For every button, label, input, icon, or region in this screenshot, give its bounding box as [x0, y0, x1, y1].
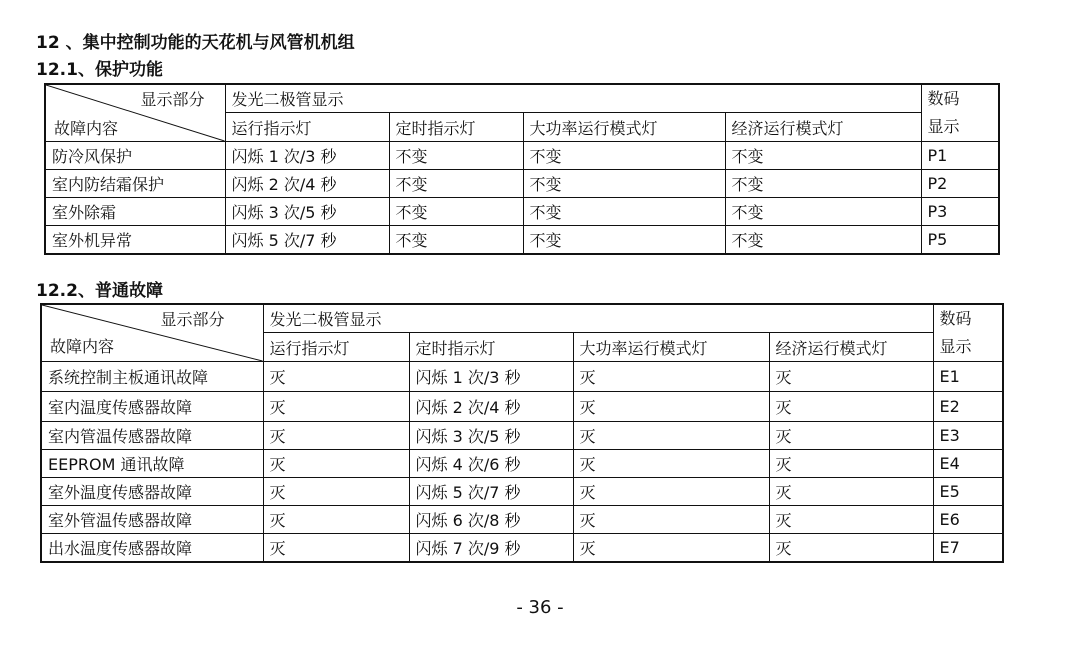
fault-cell: 防冷风保护: [45, 142, 225, 170]
high-power-cell: 不变: [523, 142, 725, 170]
table-row: [45, 142, 999, 170]
table-row: [41, 362, 1003, 392]
protection-table: [44, 83, 1000, 255]
code-cell: P1: [921, 142, 999, 170]
col-timer-indicator: 定时指示灯: [409, 333, 573, 362]
high-power-cell: 灭: [573, 362, 769, 392]
timer-cell: 闪烁 4 次/6 秒: [409, 450, 573, 478]
economy-cell: 灭: [769, 392, 933, 422]
timer-cell: 闪烁 6 次/8 秒: [409, 506, 573, 534]
timer-cell: 闪烁 1 次/3 秒: [409, 362, 573, 392]
col-economy-mode: 经济运行模式灯: [769, 333, 933, 362]
economy-cell: 灭: [769, 478, 933, 506]
timer-cell: 闪烁 7 次/9 秒: [409, 534, 573, 562]
table-row: [41, 534, 1003, 562]
code-cell: E2: [933, 392, 1003, 422]
fault-cell: 室内防结霜保护: [45, 170, 225, 198]
high-power-cell: 灭: [573, 450, 769, 478]
faults-table: [40, 303, 1004, 563]
code-cell: E3: [933, 422, 1003, 450]
display-part-label: 显示部分: [160, 310, 225, 329]
col-high-power-mode: 大功率运行模式灯: [573, 333, 769, 362]
col-run-indicator: 运行指示灯: [263, 333, 409, 362]
economy-cell: 灭: [769, 534, 933, 562]
led-group-header: 发光二极管显示: [263, 304, 933, 333]
col-run-indicator: 运行指示灯: [225, 113, 389, 142]
high-power-cell: 灭: [573, 534, 769, 562]
table-row: [41, 478, 1003, 506]
fault-cell: 室外除霜: [45, 198, 225, 226]
economy-cell: 灭: [769, 362, 933, 392]
run-cell: 闪烁 5 次/7 秒: [225, 226, 389, 254]
high-power-cell: 不变: [523, 170, 725, 198]
timer-cell: 不变: [389, 142, 523, 170]
economy-cell: 灭: [769, 450, 933, 478]
fault-cell: 室内温度传感器故障: [41, 392, 263, 422]
high-power-cell: 不变: [523, 198, 725, 226]
high-power-cell: 灭: [573, 392, 769, 422]
table-row: [45, 170, 999, 198]
table-row: [41, 392, 1003, 422]
economy-cell: 不变: [725, 226, 921, 254]
faults-diagonal-header-cell: [41, 304, 263, 362]
fault-cell: 室外机异常: [45, 226, 225, 254]
display-part-label: 显示部分: [140, 90, 205, 109]
table-row: [41, 422, 1003, 450]
timer-cell: 不变: [389, 170, 523, 198]
high-power-cell: 灭: [573, 506, 769, 534]
run-cell: 闪烁 1 次/3 秒: [225, 142, 389, 170]
table-row: [41, 506, 1003, 534]
high-power-cell: 灭: [573, 478, 769, 506]
fault-cell: 室外管温传感器故障: [41, 506, 263, 534]
run-cell: 灭: [263, 392, 409, 422]
code-cell: P5: [921, 226, 999, 254]
fault-cell: 系统控制主板通讯故障: [41, 362, 263, 392]
timer-cell: 闪烁 3 次/5 秒: [409, 422, 573, 450]
section-title: 12 、集中控制功能的天花机与风管机机组: [36, 33, 355, 53]
table-row: [45, 198, 999, 226]
protection-heading: 12.1、保护功能: [36, 60, 163, 80]
economy-cell: 不变: [725, 142, 921, 170]
fault-cell: 出水温度传感器故障: [41, 534, 263, 562]
fault-content-label: 故障内容: [54, 119, 119, 138]
high-power-cell: 灭: [573, 422, 769, 450]
code-cell: P3: [921, 198, 999, 226]
fault-cell: 室内管温传感器故障: [41, 422, 263, 450]
timer-cell: 不变: [389, 198, 523, 226]
economy-cell: 不变: [725, 198, 921, 226]
table-row: [41, 450, 1003, 478]
page-number: - 36 -: [516, 597, 564, 618]
digital-display-header: 数码显示: [933, 304, 1003, 362]
fault-cell: 室外温度传感器故障: [41, 478, 263, 506]
protection-header-row-1: [45, 84, 999, 113]
col-economy-mode: 经济运行模式灯: [725, 113, 921, 142]
timer-cell: 闪烁 5 次/7 秒: [409, 478, 573, 506]
faults-header-row-1: [41, 304, 1003, 333]
run-cell: 灭: [263, 362, 409, 392]
col-timer-indicator: 定时指示灯: [389, 113, 523, 142]
code-cell: E4: [933, 450, 1003, 478]
fault-content-label: 故障内容: [50, 337, 115, 356]
high-power-cell: 不变: [523, 226, 725, 254]
run-cell: 灭: [263, 534, 409, 562]
faults-heading: 12.2、普通故障: [36, 281, 163, 301]
run-cell: 灭: [263, 450, 409, 478]
economy-cell: 不变: [725, 170, 921, 198]
code-cell: E5: [933, 478, 1003, 506]
run-cell: 灭: [263, 478, 409, 506]
digital-display-header: 数码显示: [921, 84, 999, 142]
table-row: [45, 226, 999, 254]
col-high-power-mode: 大功率运行模式灯: [523, 113, 725, 142]
code-cell: P2: [921, 170, 999, 198]
code-cell: E1: [933, 362, 1003, 392]
economy-cell: 灭: [769, 422, 933, 450]
code-cell: E6: [933, 506, 1003, 534]
run-cell: 闪烁 2 次/4 秒: [225, 170, 389, 198]
run-cell: 闪烁 3 次/5 秒: [225, 198, 389, 226]
led-group-header: 发光二极管显示: [225, 84, 921, 113]
economy-cell: 灭: [769, 506, 933, 534]
timer-cell: 不变: [389, 226, 523, 254]
protection-diagonal-header-cell: [45, 84, 225, 142]
run-cell: 灭: [263, 422, 409, 450]
run-cell: 灭: [263, 506, 409, 534]
code-cell: E7: [933, 534, 1003, 562]
fault-cell: EEPROM 通讯故障: [41, 450, 263, 478]
timer-cell: 闪烁 2 次/4 秒: [409, 392, 573, 422]
